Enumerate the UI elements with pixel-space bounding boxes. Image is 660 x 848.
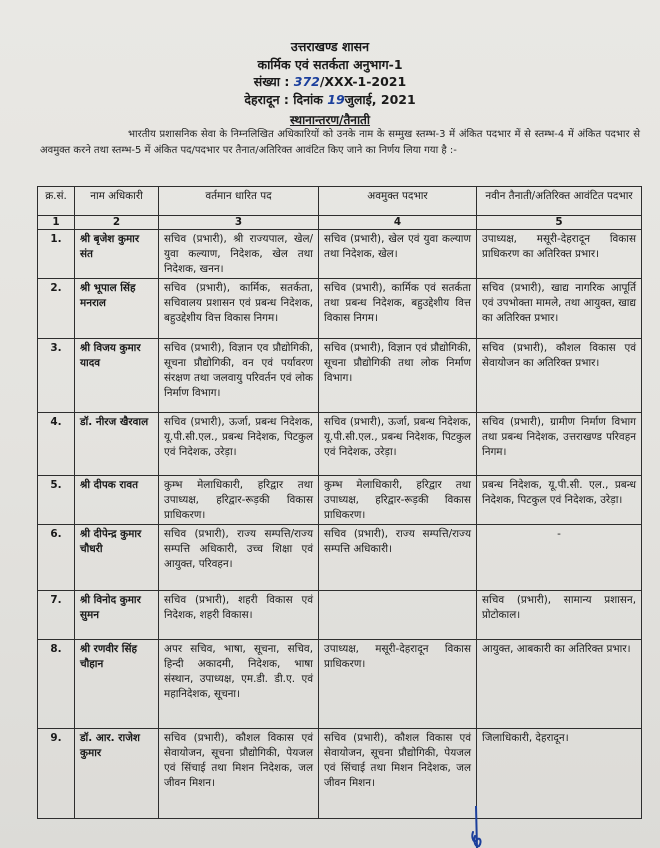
serial-no: 3. <box>38 339 75 413</box>
document-header <box>0 38 660 108</box>
order-number-suffix: /XXX-1-2021 <box>319 74 407 89</box>
current-post: कुम्भ मेलाधिकारी, हरिद्वार तथा उपाध्यक्ष, हरिद्वार-रूड़की विकास प्राधिकरण। <box>159 476 319 525</box>
order-number-handwritten: 372 <box>293 74 320 89</box>
serial-no: 5. <box>38 476 75 525</box>
column-number: 1 <box>38 216 75 230</box>
column-number: 5 <box>477 216 642 230</box>
order-date <box>0 91 660 109</box>
serial-no: 1. <box>38 230 75 279</box>
header-officer-name: नाम अधिकारी <box>75 187 159 216</box>
officer-name: श्री दीपक रावत <box>75 476 159 525</box>
relieved-post: सचिव (प्रभारी), ऊर्जा, प्रबन्ध निदेशक, यू.पी.सी.एल., प्रबन्ध निदेशक, पिटकुल एवं निदेशक, उरेड़ा। <box>319 413 477 476</box>
place-date-label: देहरादून : दिनांक <box>244 91 323 107</box>
officer-name: श्री भूपाल सिंह मनराल <box>75 279 159 339</box>
serial-no: 4. <box>38 413 75 476</box>
table-row <box>38 591 642 640</box>
relieved-post: सचिव (प्रभारी), कौशल विकास एवं सेवायोजन, सूचना प्रौद्योगिकी, पेयजल एवं सिंचाई तथा मिशन निदेशक, जल जीवन मिशन। <box>319 729 477 819</box>
table-row <box>38 729 642 819</box>
serial-no: 9. <box>38 729 75 819</box>
table-row <box>38 413 642 476</box>
table-row <box>38 230 642 279</box>
table-header-row <box>38 187 642 216</box>
serial-no: 7. <box>38 591 75 640</box>
current-post: सचिव (प्रभारी), श्री राज्यपाल, खेल/युवा कल्याण, निदेशक, खेल तथा निदेशक, खनन। <box>159 230 319 279</box>
relieved-post: सचिव (प्रभारी), राज्य सम्पत्ति/राज्य सम्पत्ति अधिकारी। <box>319 525 477 591</box>
new-post: सचिव (प्रभारी), सामान्य प्रशासन, प्रोटोकाल। <box>477 591 642 640</box>
current-post: अपर सचिव, भाषा, सूचना, सचिव, हिन्दी अकादमी, निदेशक, भाषा संस्थान, उपाध्यक्ष, एम.डी. डी.ए. एवं महानिदेशक, सूचना। <box>159 640 319 729</box>
new-post: सचिव (प्रभारी), खाद्य नागरिक आपूर्ति एवं उपभोक्ता मामले, तथा आयुक्त, खाद्य का अतिरिक्त प्रभार। <box>477 279 642 339</box>
officer-name: श्री बृजेश कुमार संत <box>75 230 159 279</box>
column-number: 4 <box>319 216 477 230</box>
current-post: सचिव (प्रभारी), कौशल विकास एवं सेवायोजन, सूचना प्रौद्योगिकी, पेयजल एवं सिंचाई तथा मिशन निदेशक, जल जीवन मिशन। <box>159 729 319 819</box>
department-name: कार्मिक एवं सतर्कता अनुभाग-1 <box>257 56 403 72</box>
header-serial-no: क्र.सं. <box>38 187 75 216</box>
new-post: आयुक्त, आबकारी का अतिरिक्त प्रभार। <box>477 640 642 729</box>
column-number: 2 <box>75 216 159 230</box>
current-post: सचिव (प्रभारी), राज्य सम्पत्ति/राज्य सम्पत्ति अधिकारी, उच्च शिक्षा एवं आयुक्त, परिवहन। <box>159 525 319 591</box>
intro-paragraph <box>40 127 640 159</box>
column-number: 3 <box>159 216 319 230</box>
column-number-row <box>38 216 642 230</box>
relieved-post <box>319 591 477 640</box>
relieved-post: उपाध्यक्ष, मसूरी-देहरादून विकास प्राधिकरण। <box>319 640 477 729</box>
new-post: प्रबन्ध निदेशक, यू.पी.सी. एल., प्रबन्ध निदेशक, पिटकुल एवं निदेशक, उरेड़ा। <box>477 476 642 525</box>
header-new-post: नवीन तैनाती/अतिरिक्त आवंटित पदभार <box>477 187 642 216</box>
officer-name: श्री विजय कुमार यादव <box>75 339 159 413</box>
officer-name: डॉ. आर. राजेश कुमार <box>75 729 159 819</box>
current-post: सचिव (प्रभारी), विज्ञान एव प्रौद्योगिकी, सूचना प्रौद्योगिकी, वन एवं पर्यावरण संरक्षण तथा जलवायु परिवर्तन एवं लोक निर्माण विभाग। <box>159 339 319 413</box>
officer-name: डॉ. नीरज खैरवाल <box>75 413 159 476</box>
officer-name: श्री दीपेन्द्र कुमार चौधरी <box>75 525 159 591</box>
relieved-post: कुम्भ मेलाधिकारी, हरिद्वार तथा उपाध्यक्ष, हरिद्वार-रूड़की विकास प्राधिकरण। <box>319 476 477 525</box>
table-row <box>38 525 642 591</box>
current-post: सचिव (प्रभारी), शहरी विकास एवं निदेशक, शहरी विकास। <box>159 591 319 640</box>
officer-name: श्री विनोद कुमार सुमन <box>75 591 159 640</box>
new-post: सचिव (प्रभारी), कौशल विकास एवं सेवायोजन का अतिरिक्त प्रभार। <box>477 339 642 413</box>
new-post: जिलाधिकारी, देहरादून। <box>477 729 642 819</box>
officer-name: श्री रणवीर सिंह चौहान <box>75 640 159 729</box>
order-number-label: संख्या : <box>253 74 290 89</box>
new-post: उपाध्यक्ष, मसूरी-देहरादून विकास प्राधिकरण का अतिरिक्त प्रभार। <box>477 230 642 279</box>
relieved-post: सचिव (प्रभारी), खेल एवं युवा कल्याण तथा निदेशक, खेल। <box>319 230 477 279</box>
relieved-post: सचिव (प्रभारी), विज्ञान एवं प्रौद्योगिकी, सूचना प्रौद्योगिकी तथा लोक निर्माण विभाग। <box>319 339 477 413</box>
table-row <box>38 476 642 525</box>
government-name: उत्तराखण्ड शासन <box>290 39 370 54</box>
serial-no: 6. <box>38 525 75 591</box>
header-current-post: वर्तमान धारित पद <box>159 187 319 216</box>
serial-no: 2. <box>38 279 75 339</box>
relieved-post: सचिव (प्रभारी), कार्मिक एवं सतर्कता तथा प्रबन्ध निदेशक, बहुउद्देशीय वित्त विकास निगम। <box>319 279 477 339</box>
new-post: - <box>477 525 642 591</box>
transfer-table <box>37 186 642 819</box>
signature-mark <box>470 806 484 848</box>
current-post: सचिव (प्रभारी), ऊर्जा, प्रबन्ध निदेशक, यू.पी.सी.एल., प्रबन्ध निदेशक, पिटकुल एवं निदेशक, उरेड़ा। <box>159 413 319 476</box>
subject-heading: स्थानान्तरण/तैनाती <box>289 113 371 127</box>
header-relieved-post: अवमुक्त पदभार <box>319 187 477 216</box>
new-post: सचिव (प्रभारी), ग्रामीण निर्माण विभाग तथा प्रबन्ध निदेशक, उत्तराखण्ड परिवहन निगम। <box>477 413 642 476</box>
serial-no: 8. <box>38 640 75 729</box>
intro-paragraph-text: भारतीय प्रशासनिक सेवा के निम्नलिखित अधिकारियों को उनके नाम के सम्मुख स्तम्भ-3 में अंकित पदभार में से स्तम्भ-4 में अंकित पदभार से अवमुक्त करने तथा स्तम्भ-5 में अंकित पद/पदभार पर तैनात/अतिरिक्त आवंटित किए जाने का निर्णय लिया गया है :- <box>40 129 640 156</box>
order-number <box>0 73 660 91</box>
date-suffix: जुलाई, 2021 <box>344 91 416 107</box>
date-handwritten: 19 <box>327 91 345 107</box>
table-row <box>38 640 642 729</box>
current-post: सचिव (प्रभारी), कार्मिक, सतर्कता, सचिवालय प्रशासन एवं प्रबन्ध निदेशक, बहुउद्देशीय वित्त विकास निगम। <box>159 279 319 339</box>
table-row <box>38 339 642 413</box>
table-row <box>38 279 642 339</box>
